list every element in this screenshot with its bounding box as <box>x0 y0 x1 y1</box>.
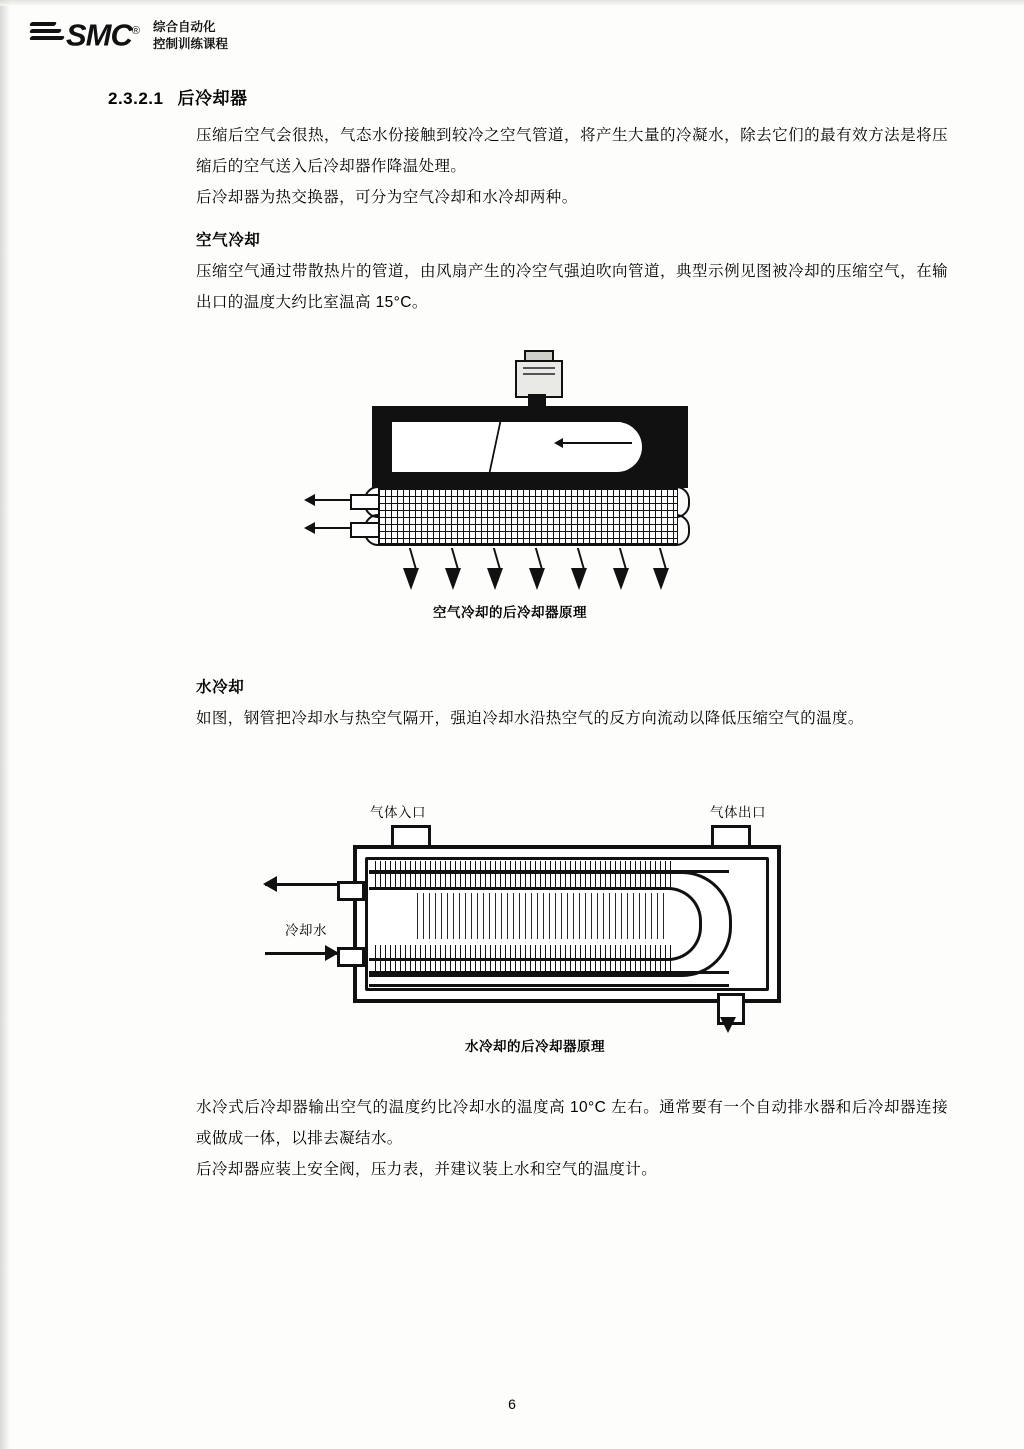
page-header <box>30 16 228 53</box>
logo-subtitle-line2: 控制训练课程 <box>153 37 229 51</box>
figure-water-cooled-aftercooler <box>265 795 805 1065</box>
fan-motor-shaft <box>528 394 546 406</box>
section-heading <box>108 84 248 109</box>
tail-content <box>196 1092 948 1185</box>
tube-port-upper <box>350 494 380 510</box>
smc-logo <box>30 16 139 53</box>
tube-hatching-bottom <box>375 945 675 971</box>
fan-motor-icon <box>515 360 563 398</box>
tube-hatching-top <box>375 861 675 887</box>
section-number: 2.3.2.1 <box>108 89 164 108</box>
airflow-arrow-4-icon <box>534 548 544 588</box>
subheading-air-cooling: 空气冷却 <box>196 232 261 249</box>
figure-air-cooled-aftercooler <box>300 358 720 628</box>
scan-edge-left <box>0 0 10 1449</box>
airflow-arrow-3-icon <box>492 548 502 588</box>
section-title: 后冷却器 <box>177 89 248 108</box>
tube-port-lower <box>350 522 380 538</box>
label-cooling-water: 冷却水 <box>285 923 327 938</box>
logo-text-label: SMC <box>66 17 132 53</box>
main-content <box>196 120 948 318</box>
airflow-arrow-1-icon <box>408 548 418 588</box>
airflow-arrow-7-icon <box>658 548 668 588</box>
label-gas-inlet: 气体入口 <box>370 805 426 820</box>
paragraph-3: 压缩空气通过带散热片的管道，由风扇产生的冷空气强迫吹向管道，典型示例见图被冷却的压缩空气，在输出口的温度大约比室温高 15°C。 <box>196 263 948 311</box>
water-cooling-text <box>196 672 948 734</box>
page-number: 6 <box>508 1396 516 1412</box>
outlet-arrow-upper-icon <box>306 499 350 501</box>
figure-water-caption: 水冷却的后冷却器原理 <box>465 1039 605 1054</box>
logo-stripes-icon <box>30 18 64 48</box>
airflow-arrow-5-icon <box>576 548 586 588</box>
condensate-drain-arrow-icon <box>720 1017 736 1033</box>
cooling-fins <box>378 488 678 544</box>
cooling-water-outlet-port <box>337 881 365 901</box>
paragraph-2: 后冷却器为热交换器，可分为空气冷却和水冷却两种。 <box>196 189 578 206</box>
figure-air-caption: 空气冷却的后冷却器原理 <box>433 605 587 620</box>
registered-trademark-icon: ® <box>131 25 139 37</box>
airflow-arrow-6-icon <box>618 548 628 588</box>
paragraph-5: 水冷式后冷却器输出空气的温度约比冷却水的温度高 10°C 左右。通常要有一个自动排水器和后冷却器连接或做成一体，以排去凝结水。 <box>196 1099 948 1147</box>
water-outlet-arrow-icon <box>265 883 337 886</box>
logo-subtitle-line1: 综合自动化 <box>153 20 216 34</box>
scan-edge-top <box>0 0 1024 6</box>
logo-wordmark <box>66 16 139 53</box>
air-duct <box>372 406 688 488</box>
paragraph-4: 如图，钢管把冷却水与热空气隔开，强迫冷却水沿热空气的反方向流动以降低压缩空气的温度。 <box>196 710 864 727</box>
subheading-water-cooling: 水冷却 <box>196 679 245 696</box>
cooling-water-inlet-port <box>337 947 365 967</box>
logo-subtitle <box>153 16 228 53</box>
label-gas-outlet: 气体出口 <box>710 805 766 820</box>
airflow-arrow-2-icon <box>450 548 460 588</box>
water-inlet-arrow-icon <box>265 952 337 955</box>
air-flow-arrow-icon <box>562 442 632 444</box>
tube-hatching-middle <box>417 893 667 939</box>
outlet-arrow-lower-icon <box>306 527 350 529</box>
paragraph-6: 后冷却器应装上安全阀，压力表，并建议装上水和空气的温度计。 <box>196 1161 658 1178</box>
paragraph-1: 压缩后空气会很热，气态水份接触到较冷之空气管道，将产生大量的冷凝水，除去它们的最有效方法是将压缩后的空气送入后冷却器作降温处理。 <box>196 127 948 175</box>
